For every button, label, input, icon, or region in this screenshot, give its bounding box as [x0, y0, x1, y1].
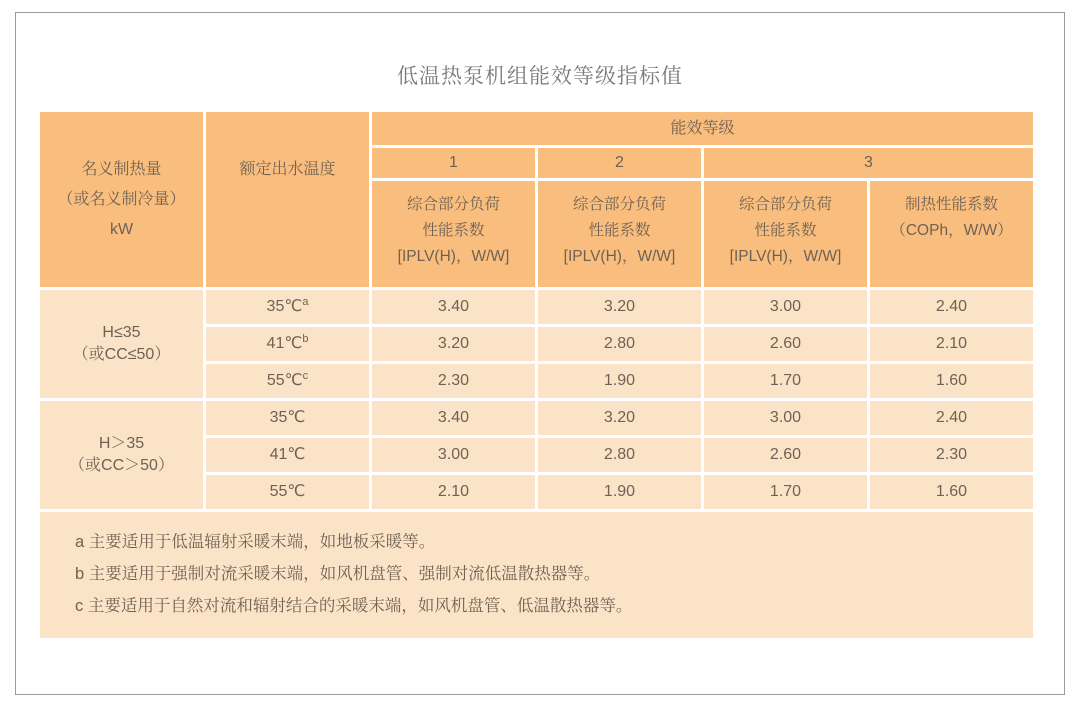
- value-cell: 2.40: [870, 401, 1033, 435]
- footnote-block: [40, 512, 1033, 638]
- metric-line: 综合部分负荷: [572, 196, 666, 213]
- value-cell: 2.30: [870, 438, 1033, 472]
- value-cell: 2.10: [372, 475, 535, 509]
- header-metric-iplv-2: [538, 181, 701, 287]
- value-cell: 2.80: [538, 327, 701, 361]
- group-label-line: （或CC≤50）: [72, 346, 171, 363]
- temp-cell: [206, 401, 369, 435]
- energy-efficiency-table: [40, 112, 1033, 638]
- header-outlet-temp: [206, 112, 369, 287]
- temp-value: 41℃: [269, 446, 306, 464]
- grade-2-cell: 2: [538, 148, 701, 178]
- metric-line: （COPh，W/W）: [890, 222, 1013, 239]
- value-cell: 3.20: [372, 327, 535, 361]
- group-label-line: H＞35: [98, 435, 145, 453]
- value-cell: 3.40: [372, 290, 535, 324]
- value-cell: 1.90: [538, 475, 701, 509]
- temp-cell: [206, 438, 369, 472]
- metric-line: 综合部分负荷: [738, 196, 832, 213]
- footnote-c: c 主要适用于自然对流和辐射结合的采暖末端，如风机盘管、低温散热器等。: [75, 597, 633, 615]
- value-cell: 3.40: [372, 401, 535, 435]
- temp-footnote-mark: b: [302, 332, 309, 345]
- metric-line: 性能系数: [588, 222, 651, 239]
- value-cell: 1.70: [704, 364, 867, 398]
- temp-cell: [206, 475, 369, 509]
- temp-value: 35℃: [269, 409, 306, 427]
- page-title: 低温热泵机组能效等级指标值: [397, 65, 683, 88]
- header-energy-grade: 能效等级: [372, 112, 1033, 145]
- value-cell: 2.60: [704, 327, 867, 361]
- value-cell: 1.60: [870, 364, 1033, 398]
- value-cell: 2.60: [704, 438, 867, 472]
- metric-line: 性能系数: [754, 222, 817, 239]
- group-label-line: （或CC＞50）: [69, 457, 174, 474]
- value-cell: 3.20: [538, 290, 701, 324]
- header-metric-coph: [870, 181, 1033, 287]
- metric-line: [IPLV(H)，W/W]: [729, 248, 842, 265]
- group-label-line: H≤35: [102, 324, 141, 342]
- value-cell: 1.60: [870, 475, 1033, 509]
- value-cell: 2.30: [372, 364, 535, 398]
- header-capacity-line: kW: [109, 220, 134, 238]
- temp-cell: [206, 364, 369, 398]
- value-cell: 1.90: [538, 364, 701, 398]
- grade-3-cell: 3: [704, 148, 1033, 178]
- metric-line: 性能系数: [422, 222, 485, 239]
- metric-line: 综合部分负荷: [406, 196, 500, 213]
- metric-line: [IPLV(H)，W/W]: [563, 248, 676, 265]
- group-label-h-gt-35: [40, 401, 203, 509]
- value-cell: 3.20: [538, 401, 701, 435]
- header-metric-iplv-1: [372, 181, 535, 287]
- temp-footnote-mark: a: [302, 295, 309, 308]
- header-capacity: [40, 112, 203, 287]
- value-cell: 3.00: [704, 401, 867, 435]
- grade-1-cell: 1: [372, 148, 535, 178]
- header-metric-iplv-3: [704, 181, 867, 287]
- temp-value: 41℃: [266, 335, 303, 353]
- header-capacity-line: （或名义制冷量）: [57, 190, 186, 208]
- temp-cell: [206, 327, 369, 361]
- temp-value: 35℃: [266, 298, 303, 316]
- value-cell: 2.80: [538, 438, 701, 472]
- temp-value: 55℃: [266, 372, 303, 390]
- header-capacity-line: 名义制热量: [81, 160, 162, 178]
- value-cell: 2.40: [870, 290, 1033, 324]
- value-cell: 1.70: [704, 475, 867, 509]
- header-outlet-temp-label: 额定出水温度: [239, 161, 336, 178]
- metric-line: [IPLV(H)，W/W]: [397, 248, 510, 265]
- value-cell: 3.00: [704, 290, 867, 324]
- temp-footnote-mark: c: [302, 369, 309, 382]
- metric-line: 制热性能系数: [904, 196, 998, 213]
- temp-value: 55℃: [269, 483, 306, 501]
- value-cell: 2.10: [870, 327, 1033, 361]
- value-cell: 3.00: [372, 438, 535, 472]
- footnote-b: b 主要适用于强制对流采暖末端，如风机盘管、强制对流低温散热器等。: [75, 565, 601, 583]
- group-label-h-le-35: [40, 290, 203, 398]
- footnote-a: a 主要适用于低温辐射采暖末端，如地板采暖等。: [75, 533, 436, 551]
- temp-cell: [206, 290, 369, 324]
